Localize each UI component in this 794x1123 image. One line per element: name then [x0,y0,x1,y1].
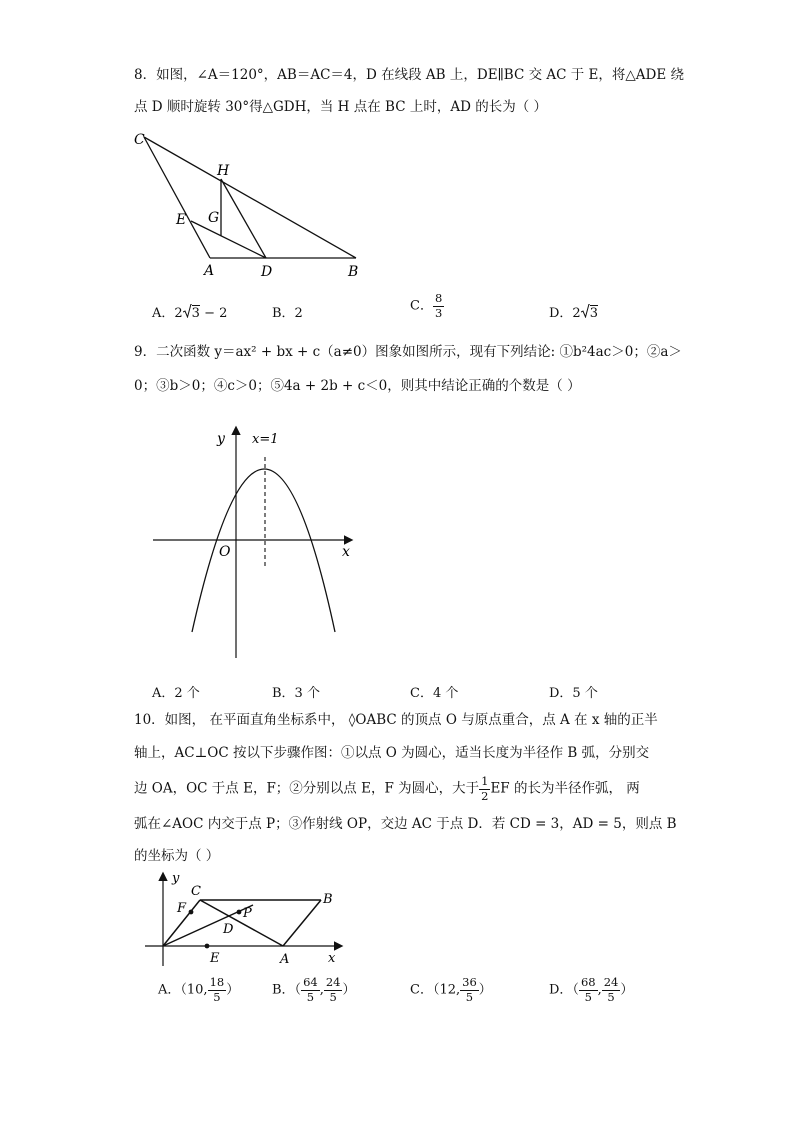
fraction-numerator: 8 [434,291,443,305]
q8-option-a-text: A．2 [152,306,183,321]
q10-option-d-fraction-1 [579,977,598,1003]
segment-ba [283,900,321,946]
q10-option-c-fraction [460,977,479,1003]
q8-option-a[interactable] [152,302,227,321]
q8-option-c-text: C． [410,298,433,314]
q10-text-line3 [134,776,640,802]
fraction-numerator: 24 [325,975,341,989]
q10-option-d-tail: ） [620,982,634,998]
q10-text-line2: 轴上，AC⊥OC 按以下步骤作图：①以点 O 为圆心，适当长度为半径作 B 弧，分别交 [134,745,650,761]
q9-option-b[interactable]: B．3 个 [272,686,320,701]
y-axis-label: y [172,871,180,886]
fraction-denominator: 5 [465,989,474,1004]
q8-option-d-text: D．2 [549,306,581,321]
fraction-denominator: 5 [329,989,337,1004]
segment-hd [221,179,266,258]
point-c-label: C [191,884,201,899]
point-g-label: G [208,210,220,226]
q8-option-a-radicand: 3 [191,306,200,321]
point-p-dot [237,910,242,915]
q10-half-fraction [479,776,490,802]
q10-option-d-fraction-2 [602,977,621,1003]
q10-option-d-sep: , [597,982,602,998]
q8-option-a-tail: − 2 [199,306,228,321]
y-axis-label: y [217,431,225,447]
q10-option-d-text: D．（ [549,982,579,998]
point-f-dot [189,910,194,915]
q8-triangle-figure [130,125,370,285]
point-e-dot [205,944,210,949]
point-a-label: A [204,263,215,279]
segment-cb [144,137,356,258]
q10-option-c-tail: ） [478,982,492,998]
q10-option-c-text: C．（12, [410,982,461,998]
q10-option-b-fraction-2 [324,977,343,1003]
point-e-label: E [176,212,187,228]
q10-parallelogram-figure [135,868,350,968]
q8-text-line1: 8．如图，∠A＝120°，AB＝AC＝4，D 在线段 AB 上，DE∥BC 交 AC 于 E，将△ADE 绕 [134,67,684,83]
fraction-denominator: 5 [213,989,221,1004]
q10-text-line3-post: EF 的长为半径作弧， 两 [490,780,640,797]
fraction-numerator: 24 [603,975,619,989]
q8-option-c[interactable] [410,293,444,319]
origin-label: O [219,544,231,560]
point-d-label: D [223,922,234,937]
sqrt-icon [183,304,192,317]
point-c-label: C [134,132,145,148]
fraction-numerator: 36 [462,975,477,989]
fraction-numerator: 68 [580,975,596,989]
q10-option-a-text: A．（10, [158,982,208,998]
q10-text-line5: 的坐标为（ ） [134,848,220,864]
q10-option-b-sep: , [319,982,324,998]
parabola-curve [192,469,335,632]
q10-option-c[interactable] [410,977,492,1003]
q9-parabola-figure [145,420,365,665]
x-axis-label: x [328,951,336,966]
point-d-label: D [261,264,273,280]
q9-text-line1: 9．二次函数 y＝ax² + bx + c（a≠0）图象如图所示，现有下列结论: ①b²4ac＞0；②a＞ [134,344,682,360]
q9-option-a[interactable]: A．2 个 [152,686,200,701]
fraction-numerator: 64 [303,975,318,989]
point-b-label: B [348,264,359,280]
q8-option-b[interactable]: B．2 [272,306,303,321]
q9-option-c[interactable]: C．4 个 [410,686,459,701]
q10-option-b-text: B．（ [272,982,302,998]
q8-text-line2: 点 D 顺时旋转 30°得△GDH，当 H 点在 BC 上时，AD 的长为（ ） [134,99,547,115]
q10-option-d[interactable] [549,977,633,1003]
q8-option-d[interactable] [549,302,598,321]
q10-text-line1: 10．如图， 在平面直角坐标系中， ◊OABC 的顶点 O 与原点重合，点 A 在 x 轴的正半 [134,712,658,728]
q10-option-a[interactable] [158,977,239,1003]
sqrt-icon [581,304,590,317]
fraction-denominator: 5 [306,989,315,1004]
q10-option-a-tail: ） [226,982,240,998]
q9-option-d[interactable]: D．5 个 [549,686,598,701]
q10-option-b[interactable] [272,977,356,1003]
q10-option-b-tail: ） [342,982,356,998]
q10-text-line4: 弧在∠AOC 内交于点 P；③作射线 OP，交边 AC 于点 D．若 CD = 3，AD = 5，则点 B [134,816,677,832]
q10-text-line3-pre: 边 OA，OC 于点 E，F；②分别以点 E，F 为圆心，大于 [134,780,480,797]
q9-text-line2: 0；③b＞0；④c＞0；⑤4a + 2b + c＜0，则其中结论正确的个数是（ ） [134,378,581,394]
point-e-label: E [210,951,220,966]
point-h-label: H [217,163,230,179]
point-f-label: F [177,901,187,916]
q10-option-b-fraction-1 [301,977,320,1003]
point-b-label: B [323,892,333,907]
symmetry-axis-label: x=1 [252,432,279,447]
x-axis-label: x [342,544,350,560]
point-a-label: A [280,952,290,967]
point-p-label: P [243,906,252,921]
fraction-denominator: 5 [584,989,592,1004]
q10-option-a-fraction [208,977,227,1003]
fraction-denominator: 3 [434,305,443,320]
fraction-denominator: 2 [481,788,489,803]
q8-option-c-fraction [433,293,444,319]
fraction-denominator: 5 [607,989,615,1004]
fraction-numerator: 1 [481,774,489,788]
q8-option-d-radicand: 3 [589,306,598,321]
fraction-numerator: 18 [209,975,225,989]
